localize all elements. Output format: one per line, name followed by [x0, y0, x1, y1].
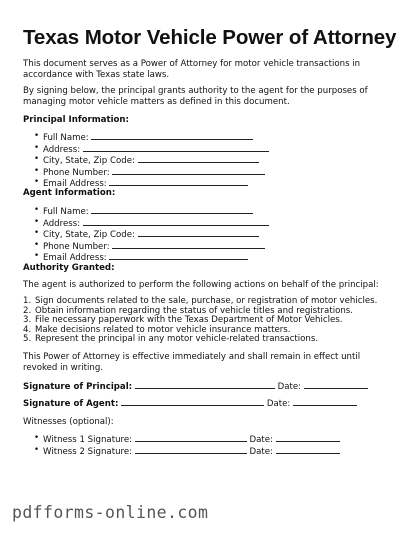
grant-paragraph: By signing below, the principal grants authority to the agent for the purposes of managing motor vehicle matters as defined in this document. [23, 86, 368, 107]
agent-city-state-zip-field[interactable]: • City, State, Zip Code: [23, 229, 269, 241]
authority-item: 3. File necessary paperwork with the Texas Department of Motor Vehicles. [23, 315, 343, 326]
agent-heading: Agent Information: [23, 188, 116, 198]
agent-fields [23, 206, 269, 264]
authority-item: 1. Sign documents related to the sale, purchase, or registration of motor vehicles. [23, 296, 378, 306]
agent-email-field[interactable]: • Email Address: [23, 252, 269, 264]
witness-2-signature-line[interactable]: • Witness 2 Signature: Date: [23, 446, 340, 458]
principal-address-field[interactable]: • Address: [23, 144, 269, 156]
watermark-text: pdfforms-online.com [12, 503, 209, 522]
witnesses-label: Witnesses (optional): [23, 417, 114, 427]
authority-item: 5. Represent the principal in any motor vehicle-related transactions. [23, 334, 319, 345]
principal-fields [23, 132, 269, 190]
agent-address-field[interactable]: • Address: [23, 218, 269, 230]
principal-email-field[interactable]: • Email Address: [23, 178, 269, 190]
authority-intro: The agent is authorized to perform the following actions on behalf of the principal: [23, 280, 379, 290]
principal-heading: Principal Information: [23, 115, 129, 125]
intro-paragraph: This document serves as a Power of Attorney for motor vehicle transactions in accordance with Texas state laws. [23, 59, 361, 80]
document-title: Texas Motor Vehicle Power of Attorney [23, 26, 397, 49]
agent-full-name-field[interactable]: • Full Name: [23, 206, 269, 218]
witnesses-list [23, 434, 340, 457]
effective-paragraph: This Power of Attorney is effective immediately and shall remain in effect until revoked in writing. [23, 352, 361, 373]
authority-heading: Authority Granted: [23, 263, 115, 273]
agent-phone-field[interactable]: • Phone Number: [23, 241, 269, 253]
witness-1-signature-line[interactable]: • Witness 1 Signature: Date: [23, 434, 340, 446]
authority-list [23, 297, 377, 345]
authority-item: 2. Obtain information regarding the status of vehicle titles and registrations. [23, 305, 353, 316]
principal-city-state-zip-field[interactable]: • City, State, Zip Code: [23, 155, 269, 167]
agent-signature-line[interactable]: Signature of Agent: Date: [23, 398, 357, 409]
principal-phone-field[interactable]: • Phone Number: [23, 167, 269, 179]
principal-signature-line[interactable]: Signature of Principal: Date: [23, 381, 368, 392]
authority-item: 4. Make decisions related to motor vehicle insurance matters. [23, 324, 291, 335]
principal-full-name-field[interactable]: • Full Name: [23, 132, 269, 144]
